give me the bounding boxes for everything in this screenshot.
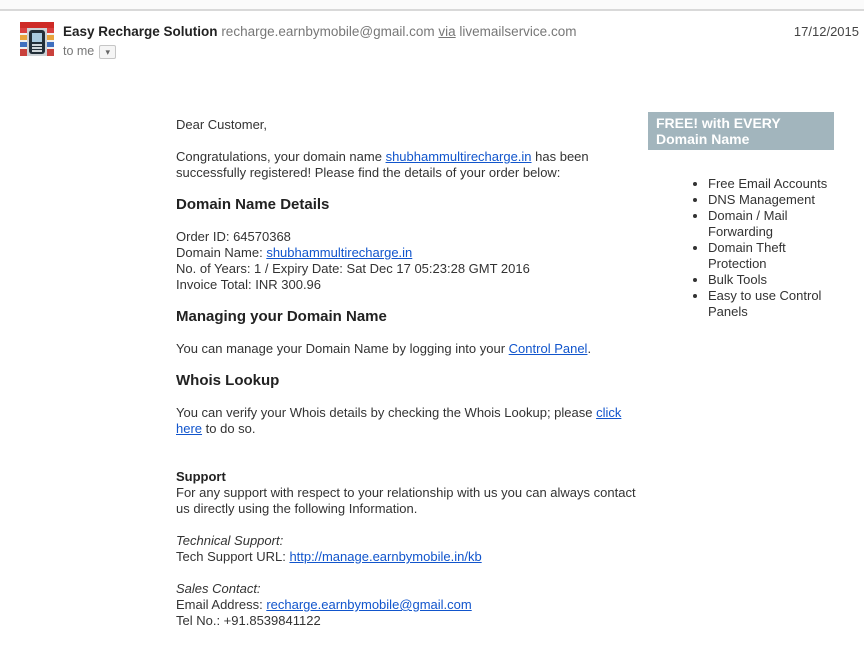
whois-heading: Whois Lookup	[176, 372, 280, 389]
phone-screen	[32, 33, 42, 42]
domain-name-label: Domain Name:	[176, 245, 267, 260]
list-item: • Bulk Tools	[708, 272, 834, 288]
order-details-block	[176, 229, 640, 293]
whois-paragraph	[176, 405, 640, 437]
list-item: • Domain Theft Protection	[708, 240, 834, 272]
sender-line	[63, 24, 576, 39]
support-heading: Support	[176, 469, 226, 484]
technical-support-label: Technical Support:	[176, 533, 284, 548]
avatar-decoration	[47, 28, 54, 56]
whois-text-1: You can verify your Whois details by checking the Whois Lookup; please	[176, 405, 597, 420]
managing-text-2: .	[587, 341, 592, 356]
managing-text-1: You can manage your Domain Name by logging into your	[176, 341, 509, 356]
email-address-label: Email Address:	[176, 597, 267, 612]
domain-link[interactable]: shubhammultirecharge.in	[266, 245, 413, 260]
sender-name: Easy Recharge Solution	[63, 24, 218, 39]
sales-contact-label: Sales Contact:	[176, 581, 261, 596]
to-me-label: to me	[63, 44, 95, 58]
order-id: Order ID: 64570368	[176, 229, 291, 244]
show-details-button[interactable]	[99, 45, 116, 59]
recipient-line	[63, 44, 116, 59]
sender-avatar[interactable]	[20, 22, 54, 56]
whois-click-here-link[interactable]: click here	[176, 405, 622, 436]
managing-paragraph	[176, 341, 640, 357]
details-heading: Domain Name Details	[176, 196, 330, 213]
email-body	[176, 117, 640, 629]
intro-paragraph	[176, 149, 640, 181]
domain-link[interactable]: shubhammultirecharge.in	[385, 149, 532, 164]
intro-text-2: has been successfully registered! Please find the details of your order below:	[176, 149, 589, 180]
tech-support-line	[176, 549, 640, 565]
list-item: • DNS Management	[708, 192, 834, 208]
invoice-total: Invoice Total: INR 300.96	[176, 277, 322, 292]
years-expiry: No. of Years: 1 / Expiry Date: Sat Dec 17 05:23:28 GMT 2016	[176, 261, 530, 276]
feature-list	[648, 176, 834, 320]
list-item: • Domain / Mail Forwarding	[708, 208, 834, 240]
whois-text-2: to do so.	[202, 421, 256, 436]
managing-heading: Managing your Domain Name	[176, 308, 387, 325]
sales-email-link[interactable]: recharge.earnbymobile@gmail.com	[266, 597, 472, 612]
via-domain: livemailservice.com	[459, 24, 577, 39]
via-label: via	[438, 24, 456, 39]
email-date: 17/12/2015	[793, 24, 859, 39]
telephone-line: Tel No.: +91.8539841122	[176, 613, 321, 628]
chevron-down-icon: ▾	[105, 46, 111, 57]
control-panel-link[interactable]: Control Panel	[508, 341, 588, 356]
avatar-decoration	[20, 28, 27, 56]
sales-email-line	[176, 597, 640, 613]
list-item: • Easy to use Control Panels	[708, 288, 834, 320]
tech-support-url-link[interactable]: http://manage.earnbymobile.in/kb	[289, 549, 482, 564]
intro-text-1: Congratulations, your domain name	[176, 149, 386, 164]
phone-keypad	[32, 44, 42, 52]
top-divider	[0, 0, 864, 11]
support-text: For any support with respect to your relationship with us you can always contact us directly using the following Information.	[176, 485, 636, 516]
greeting: Dear Customer,	[176, 117, 268, 132]
list-item: • Free Email Accounts	[708, 176, 834, 192]
sender-email: recharge.earnbymobile@gmail.com	[221, 24, 435, 39]
promo-banner: FREE! with EVERY Domain Name	[648, 112, 834, 150]
domain-name-line	[176, 245, 640, 261]
promo-sidebar	[648, 112, 834, 320]
tech-support-url-label: Tech Support URL:	[176, 549, 290, 564]
